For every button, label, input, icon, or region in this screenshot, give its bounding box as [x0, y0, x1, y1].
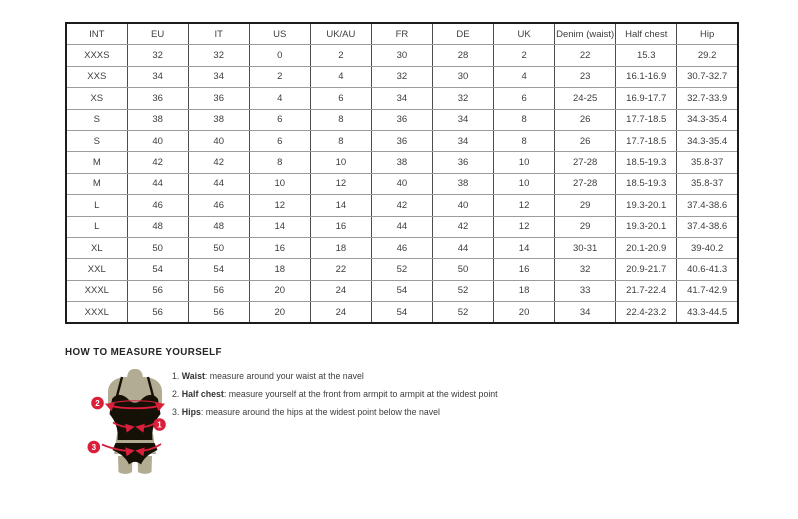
table-cell: 22.4-23.2 — [616, 302, 677, 324]
size-table-head-row — [66, 23, 738, 45]
measure-steps — [172, 371, 498, 425]
table-cell: 56 — [188, 302, 249, 324]
table-cell: 12 — [494, 195, 555, 216]
table-cell: 42 — [432, 216, 493, 237]
step-number: 3. — [172, 407, 182, 417]
table-cell: 32.7-33.9 — [677, 88, 738, 109]
table-cell: 50 — [127, 237, 188, 258]
step-number: 2. — [172, 389, 182, 399]
hips-marker-number: 3 — [91, 442, 97, 452]
table-cell: 14 — [494, 237, 555, 258]
table-cell: 24 — [310, 280, 371, 301]
table-cell: 18 — [249, 259, 310, 280]
table-cell: 38 — [432, 173, 493, 194]
column-header: DE — [432, 23, 493, 45]
table-cell: 56 — [127, 280, 188, 301]
table-cell: 40 — [371, 173, 432, 194]
half-chest-marker-number: 2 — [95, 398, 100, 408]
table-cell: 46 — [127, 195, 188, 216]
table-cell: 22 — [310, 259, 371, 280]
table-cell: 54 — [188, 259, 249, 280]
table-cell: 30.7-32.7 — [677, 66, 738, 87]
table-cell: 35.8-37 — [677, 173, 738, 194]
table-cell: 40 — [432, 195, 493, 216]
table-cell: 44 — [127, 173, 188, 194]
table-cell: 6 — [249, 109, 310, 130]
table-cell: 20 — [249, 302, 310, 324]
table-cell: 48 — [188, 216, 249, 237]
table-cell: XXL — [66, 259, 127, 280]
table-cell: 18.5-19.3 — [616, 152, 677, 173]
table-cell: 54 — [127, 259, 188, 280]
measure-step — [172, 407, 498, 417]
table-row — [66, 280, 738, 301]
table-cell: 20.1-20.9 — [616, 237, 677, 258]
table-cell: 17.7-18.5 — [616, 109, 677, 130]
table-cell: 16.1-16.9 — [616, 66, 677, 87]
table-row — [66, 88, 738, 109]
table-cell: 19.3-20.1 — [616, 216, 677, 237]
table-cell: 10 — [494, 152, 555, 173]
table-cell: 40 — [188, 130, 249, 151]
column-header: FR — [371, 23, 432, 45]
table-cell: 43.3-44.5 — [677, 302, 738, 324]
table-cell: 56 — [188, 280, 249, 301]
table-cell: 24 — [310, 302, 371, 324]
table-cell: 20 — [494, 302, 555, 324]
table-cell: 32 — [371, 66, 432, 87]
table-cell: 10 — [494, 173, 555, 194]
table-cell: 34 — [188, 66, 249, 87]
step-text: : measure yourself at the front from armpit to armpit at the widest point — [223, 389, 498, 399]
table-cell: 34 — [555, 302, 616, 324]
table-cell: 37.4-38.6 — [677, 195, 738, 216]
step-text: : measure around your waist at the navel — [204, 371, 364, 381]
table-cell: 44 — [188, 173, 249, 194]
table-cell: 32 — [555, 259, 616, 280]
column-header: Hip — [677, 23, 738, 45]
size-table — [65, 22, 739, 324]
table-cell: 8 — [494, 130, 555, 151]
table-cell: 34 — [432, 130, 493, 151]
table-cell: 2 — [494, 45, 555, 66]
table-cell: 10 — [249, 173, 310, 194]
table-cell: XL — [66, 237, 127, 258]
table-cell: 2 — [249, 66, 310, 87]
table-cell: 39-40.2 — [677, 237, 738, 258]
table-row — [66, 66, 738, 87]
measurement-figure — [85, 366, 185, 480]
table-row — [66, 195, 738, 216]
table-row — [66, 237, 738, 258]
table-row — [66, 152, 738, 173]
table-cell: 17.7-18.5 — [616, 130, 677, 151]
table-cell: 20 — [249, 280, 310, 301]
table-cell: 16 — [310, 216, 371, 237]
table-cell: 0 — [249, 45, 310, 66]
table-cell: 40.6-41.3 — [677, 259, 738, 280]
table-cell: M — [66, 152, 127, 173]
table-cell: 41.7-42.9 — [677, 280, 738, 301]
table-cell: 38 — [127, 109, 188, 130]
column-header: UK — [494, 23, 555, 45]
table-cell: 8 — [310, 109, 371, 130]
half-chest-marker-badge — [91, 397, 104, 410]
table-cell: 24-25 — [555, 88, 616, 109]
table-cell: 23 — [555, 66, 616, 87]
table-cell: 36 — [188, 88, 249, 109]
step-label: Hips — [181, 407, 201, 417]
table-cell: 28 — [432, 45, 493, 66]
table-cell: 12 — [494, 216, 555, 237]
table-cell: 32 — [188, 45, 249, 66]
table-row — [66, 259, 738, 280]
table-row — [66, 45, 738, 66]
step-number: 1. — [172, 371, 182, 381]
table-cell: 21.7-22.4 — [616, 280, 677, 301]
waist-marker-number: 1 — [157, 420, 162, 430]
table-cell: 2 — [310, 45, 371, 66]
table-cell: 44 — [432, 237, 493, 258]
table-cell: L — [66, 195, 127, 216]
table-cell: 15.3 — [616, 45, 677, 66]
table-row — [66, 216, 738, 237]
table-cell: 4 — [494, 66, 555, 87]
column-header: INT — [66, 23, 127, 45]
table-cell: 16 — [494, 259, 555, 280]
table-cell: 52 — [432, 302, 493, 324]
step-text: : measure around the hips at the widest point below the navel — [200, 407, 440, 417]
measure-section-title: HOW TO MEASURE YOURSELF — [65, 347, 222, 358]
table-cell: 38 — [188, 109, 249, 130]
step-label: Waist — [181, 371, 205, 381]
measure-step — [172, 389, 498, 399]
table-cell: 16 — [249, 237, 310, 258]
table-cell: 33 — [555, 280, 616, 301]
table-cell: 34 — [432, 109, 493, 130]
table-cell: 8 — [249, 152, 310, 173]
table-cell: XXXS — [66, 45, 127, 66]
table-cell: 29 — [555, 216, 616, 237]
table-cell: 56 — [127, 302, 188, 324]
table-cell: 4 — [249, 88, 310, 109]
table-cell: 32 — [432, 88, 493, 109]
table-cell: S — [66, 130, 127, 151]
table-cell: 29 — [555, 195, 616, 216]
table-cell: 16.9-17.7 — [616, 88, 677, 109]
table-cell: 34 — [127, 66, 188, 87]
column-header: UK/AU — [310, 23, 371, 45]
table-cell: 8 — [494, 109, 555, 130]
table-cell: 50 — [188, 237, 249, 258]
table-cell: S — [66, 109, 127, 130]
table-cell: XXXL — [66, 280, 127, 301]
table-cell: 54 — [371, 280, 432, 301]
waist-marker-badge — [153, 418, 166, 431]
table-cell: 42 — [371, 195, 432, 216]
table-cell: 12 — [310, 173, 371, 194]
table-cell: 36 — [127, 88, 188, 109]
table-cell: 26 — [555, 130, 616, 151]
column-header: IT — [188, 23, 249, 45]
table-cell: 20.9-21.7 — [616, 259, 677, 280]
table-cell: 6 — [249, 130, 310, 151]
table-cell: 38 — [371, 152, 432, 173]
table-cell: 37.4-38.6 — [677, 216, 738, 237]
table-cell: 19.3-20.1 — [616, 195, 677, 216]
table-cell: 52 — [371, 259, 432, 280]
table-cell: 18 — [494, 280, 555, 301]
table-cell: 42 — [188, 152, 249, 173]
table-cell: 27-28 — [555, 173, 616, 194]
hips-marker-badge — [88, 441, 101, 454]
table-cell: 10 — [310, 152, 371, 173]
table-cell: 27-28 — [555, 152, 616, 173]
table-cell: 34.3-35.4 — [677, 130, 738, 151]
table-cell: 36 — [371, 130, 432, 151]
table-cell: 34.3-35.4 — [677, 109, 738, 130]
table-cell: 14 — [310, 195, 371, 216]
table-cell: 35.8-37 — [677, 152, 738, 173]
table-cell: XXS — [66, 66, 127, 87]
table-cell: 4 — [310, 66, 371, 87]
column-header: Denim (waist) — [555, 23, 616, 45]
measure-step — [172, 371, 498, 381]
size-table-body — [66, 45, 738, 324]
column-header: Half chest — [616, 23, 677, 45]
table-row — [66, 109, 738, 130]
table-cell: XS — [66, 88, 127, 109]
table-cell: 36 — [432, 152, 493, 173]
table-cell: 50 — [432, 259, 493, 280]
column-header: US — [249, 23, 310, 45]
table-cell: 8 — [310, 130, 371, 151]
table-cell: 48 — [127, 216, 188, 237]
table-cell: M — [66, 173, 127, 194]
table-row — [66, 302, 738, 324]
table-cell: 12 — [249, 195, 310, 216]
table-cell: 46 — [371, 237, 432, 258]
table-cell: 42 — [127, 152, 188, 173]
table-cell: 34 — [371, 88, 432, 109]
table-cell: 40 — [127, 130, 188, 151]
table-cell: 6 — [310, 88, 371, 109]
table-cell: 22 — [555, 45, 616, 66]
table-cell: 26 — [555, 109, 616, 130]
table-cell: XXXL — [66, 302, 127, 324]
table-cell: 44 — [371, 216, 432, 237]
table-cell: 14 — [249, 216, 310, 237]
table-cell: 30-31 — [555, 237, 616, 258]
table-row — [66, 130, 738, 151]
step-label: Half chest — [181, 389, 224, 399]
table-cell: 52 — [432, 280, 493, 301]
table-cell: 18 — [310, 237, 371, 258]
table-cell: L — [66, 216, 127, 237]
table-cell: 6 — [494, 88, 555, 109]
table-cell: 30 — [432, 66, 493, 87]
table-cell: 32 — [127, 45, 188, 66]
table-cell: 54 — [371, 302, 432, 324]
table-cell: 36 — [371, 109, 432, 130]
table-cell: 46 — [188, 195, 249, 216]
table-cell: 30 — [371, 45, 432, 66]
mannequin-illustration — [85, 366, 185, 480]
table-row — [66, 173, 738, 194]
column-header: EU — [127, 23, 188, 45]
table-cell: 18.5-19.3 — [616, 173, 677, 194]
table-cell: 29.2 — [677, 45, 738, 66]
